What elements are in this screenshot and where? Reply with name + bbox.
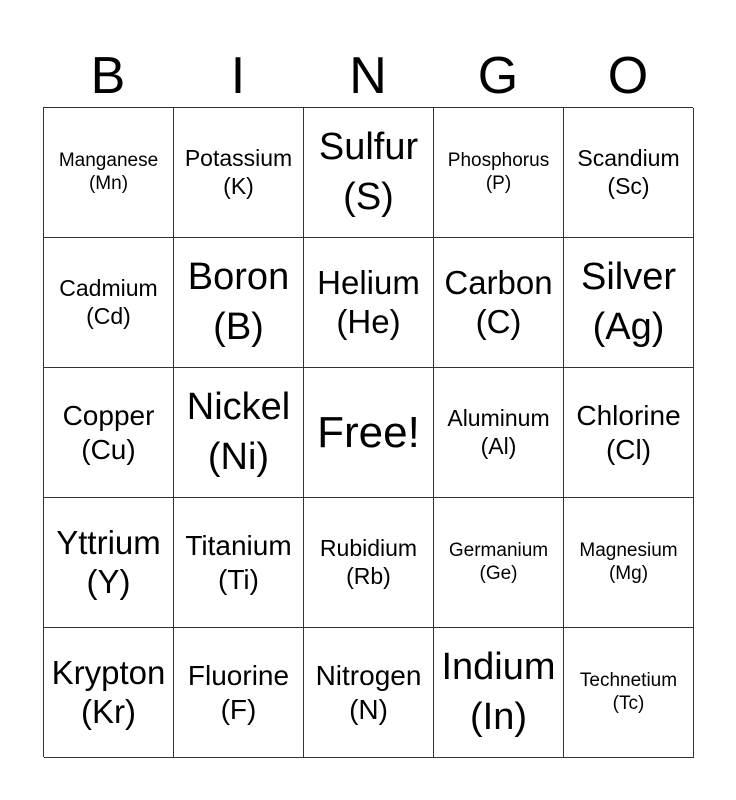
element-name: Boron: [187, 256, 290, 299]
element-name: Sulfur: [318, 126, 419, 169]
element-name: Scandium: [577, 145, 680, 172]
element-symbol: (In): [470, 695, 527, 738]
element-symbol: (Rb): [346, 562, 391, 589]
element-symbol: (C): [475, 302, 522, 340]
element-name: Krypton: [51, 653, 166, 691]
bingo-cell-copper[interactable]: [44, 368, 174, 498]
element-symbol: (Mg): [608, 562, 649, 584]
element-symbol: (Mn): [88, 172, 129, 194]
header-letter-o: O: [607, 47, 649, 105]
bingo-cell-manganese[interactable]: [44, 108, 174, 238]
bingo-cell-cadmium[interactable]: [44, 238, 174, 368]
element-name: Helium: [317, 263, 420, 301]
element-symbol: (Sc): [607, 172, 650, 199]
bingo-cell-chlorine[interactable]: [564, 368, 694, 498]
header-letter-g: G: [477, 47, 519, 105]
bingo-cell-titanium[interactable]: [174, 498, 304, 628]
bingo-cell-krypton[interactable]: [44, 628, 174, 758]
bingo-cell-boron[interactable]: [174, 238, 304, 368]
element-symbol: (Ag): [592, 305, 665, 348]
element-name: Copper: [62, 400, 155, 432]
element-name: Manganese: [58, 150, 159, 172]
header-letter-i: I: [230, 47, 246, 105]
bingo-cell-potassium[interactable]: [174, 108, 304, 238]
bingo-cell-free-space[interactable]: [304, 368, 434, 498]
element-symbol: (Cu): [81, 433, 136, 465]
element-symbol: (P): [485, 172, 512, 194]
element-name: Chlorine: [576, 400, 681, 432]
bingo-cell-germanium[interactable]: [434, 498, 564, 628]
element-name: Fluorine: [187, 660, 290, 692]
bingo-cell-helium[interactable]: [304, 238, 434, 368]
element-symbol: (Kr): [81, 692, 136, 730]
element-name: Phosphorus: [447, 150, 550, 172]
element-symbol: (Ge): [479, 562, 518, 584]
bingo-cell-technetium[interactable]: [564, 628, 694, 758]
element-name: Carbon: [444, 263, 553, 301]
header-letter-b: B: [90, 47, 126, 105]
element-symbol: (N): [349, 693, 388, 725]
bingo-header: [43, 46, 693, 106]
element-symbol: (Ni): [207, 435, 270, 478]
bingo-cell-sulfur[interactable]: [304, 108, 434, 238]
element-symbol: (Y): [86, 562, 131, 600]
element-name: Yttrium: [56, 523, 161, 561]
bingo-cell-indium[interactable]: [434, 628, 564, 758]
bingo-cell-phosphorus[interactable]: [434, 108, 564, 238]
bingo-cell-fluorine[interactable]: [174, 628, 304, 758]
bingo-cell-yttrium[interactable]: [44, 498, 174, 628]
element-symbol: (Cd): [86, 302, 131, 329]
element-symbol: (B): [213, 305, 264, 348]
element-name: Germanium: [448, 540, 549, 562]
element-name: Titanium: [185, 530, 292, 562]
free-space-label: Free!: [317, 407, 420, 457]
element-name: Nitrogen: [315, 660, 422, 692]
element-symbol: (K): [223, 172, 254, 199]
bingo-cell-silver[interactable]: [564, 238, 694, 368]
element-symbol: (Ti): [218, 563, 259, 595]
element-symbol: (F): [220, 693, 257, 725]
element-name: Nickel: [186, 386, 291, 429]
bingo-cell-aluminum[interactable]: [434, 368, 564, 498]
bingo-cell-nickel[interactable]: [174, 368, 304, 498]
bingo-board: [43, 107, 693, 757]
header-letter-n: N: [349, 47, 387, 105]
element-symbol: (Cl): [605, 433, 652, 465]
bingo-cell-rubidium[interactable]: [304, 498, 434, 628]
element-name: Rubidium: [319, 535, 418, 562]
element-symbol: (Tc): [612, 692, 645, 714]
bingo-cell-scandium[interactable]: [564, 108, 694, 238]
element-name: Silver: [580, 256, 677, 299]
element-symbol: (Al): [480, 432, 517, 459]
bingo-cell-magnesium[interactable]: [564, 498, 694, 628]
bingo-cell-nitrogen[interactable]: [304, 628, 434, 758]
element-name: Cadmium: [59, 275, 158, 302]
bingo-cell-carbon[interactable]: [434, 238, 564, 368]
element-name: Potassium: [184, 145, 293, 172]
element-symbol: (He): [336, 302, 401, 340]
element-symbol: (S): [343, 175, 394, 218]
element-name: Magnesium: [579, 540, 678, 562]
element-name: Indium: [441, 646, 556, 689]
element-name: Aluminum: [447, 405, 550, 432]
element-name: Technetium: [579, 670, 678, 692]
